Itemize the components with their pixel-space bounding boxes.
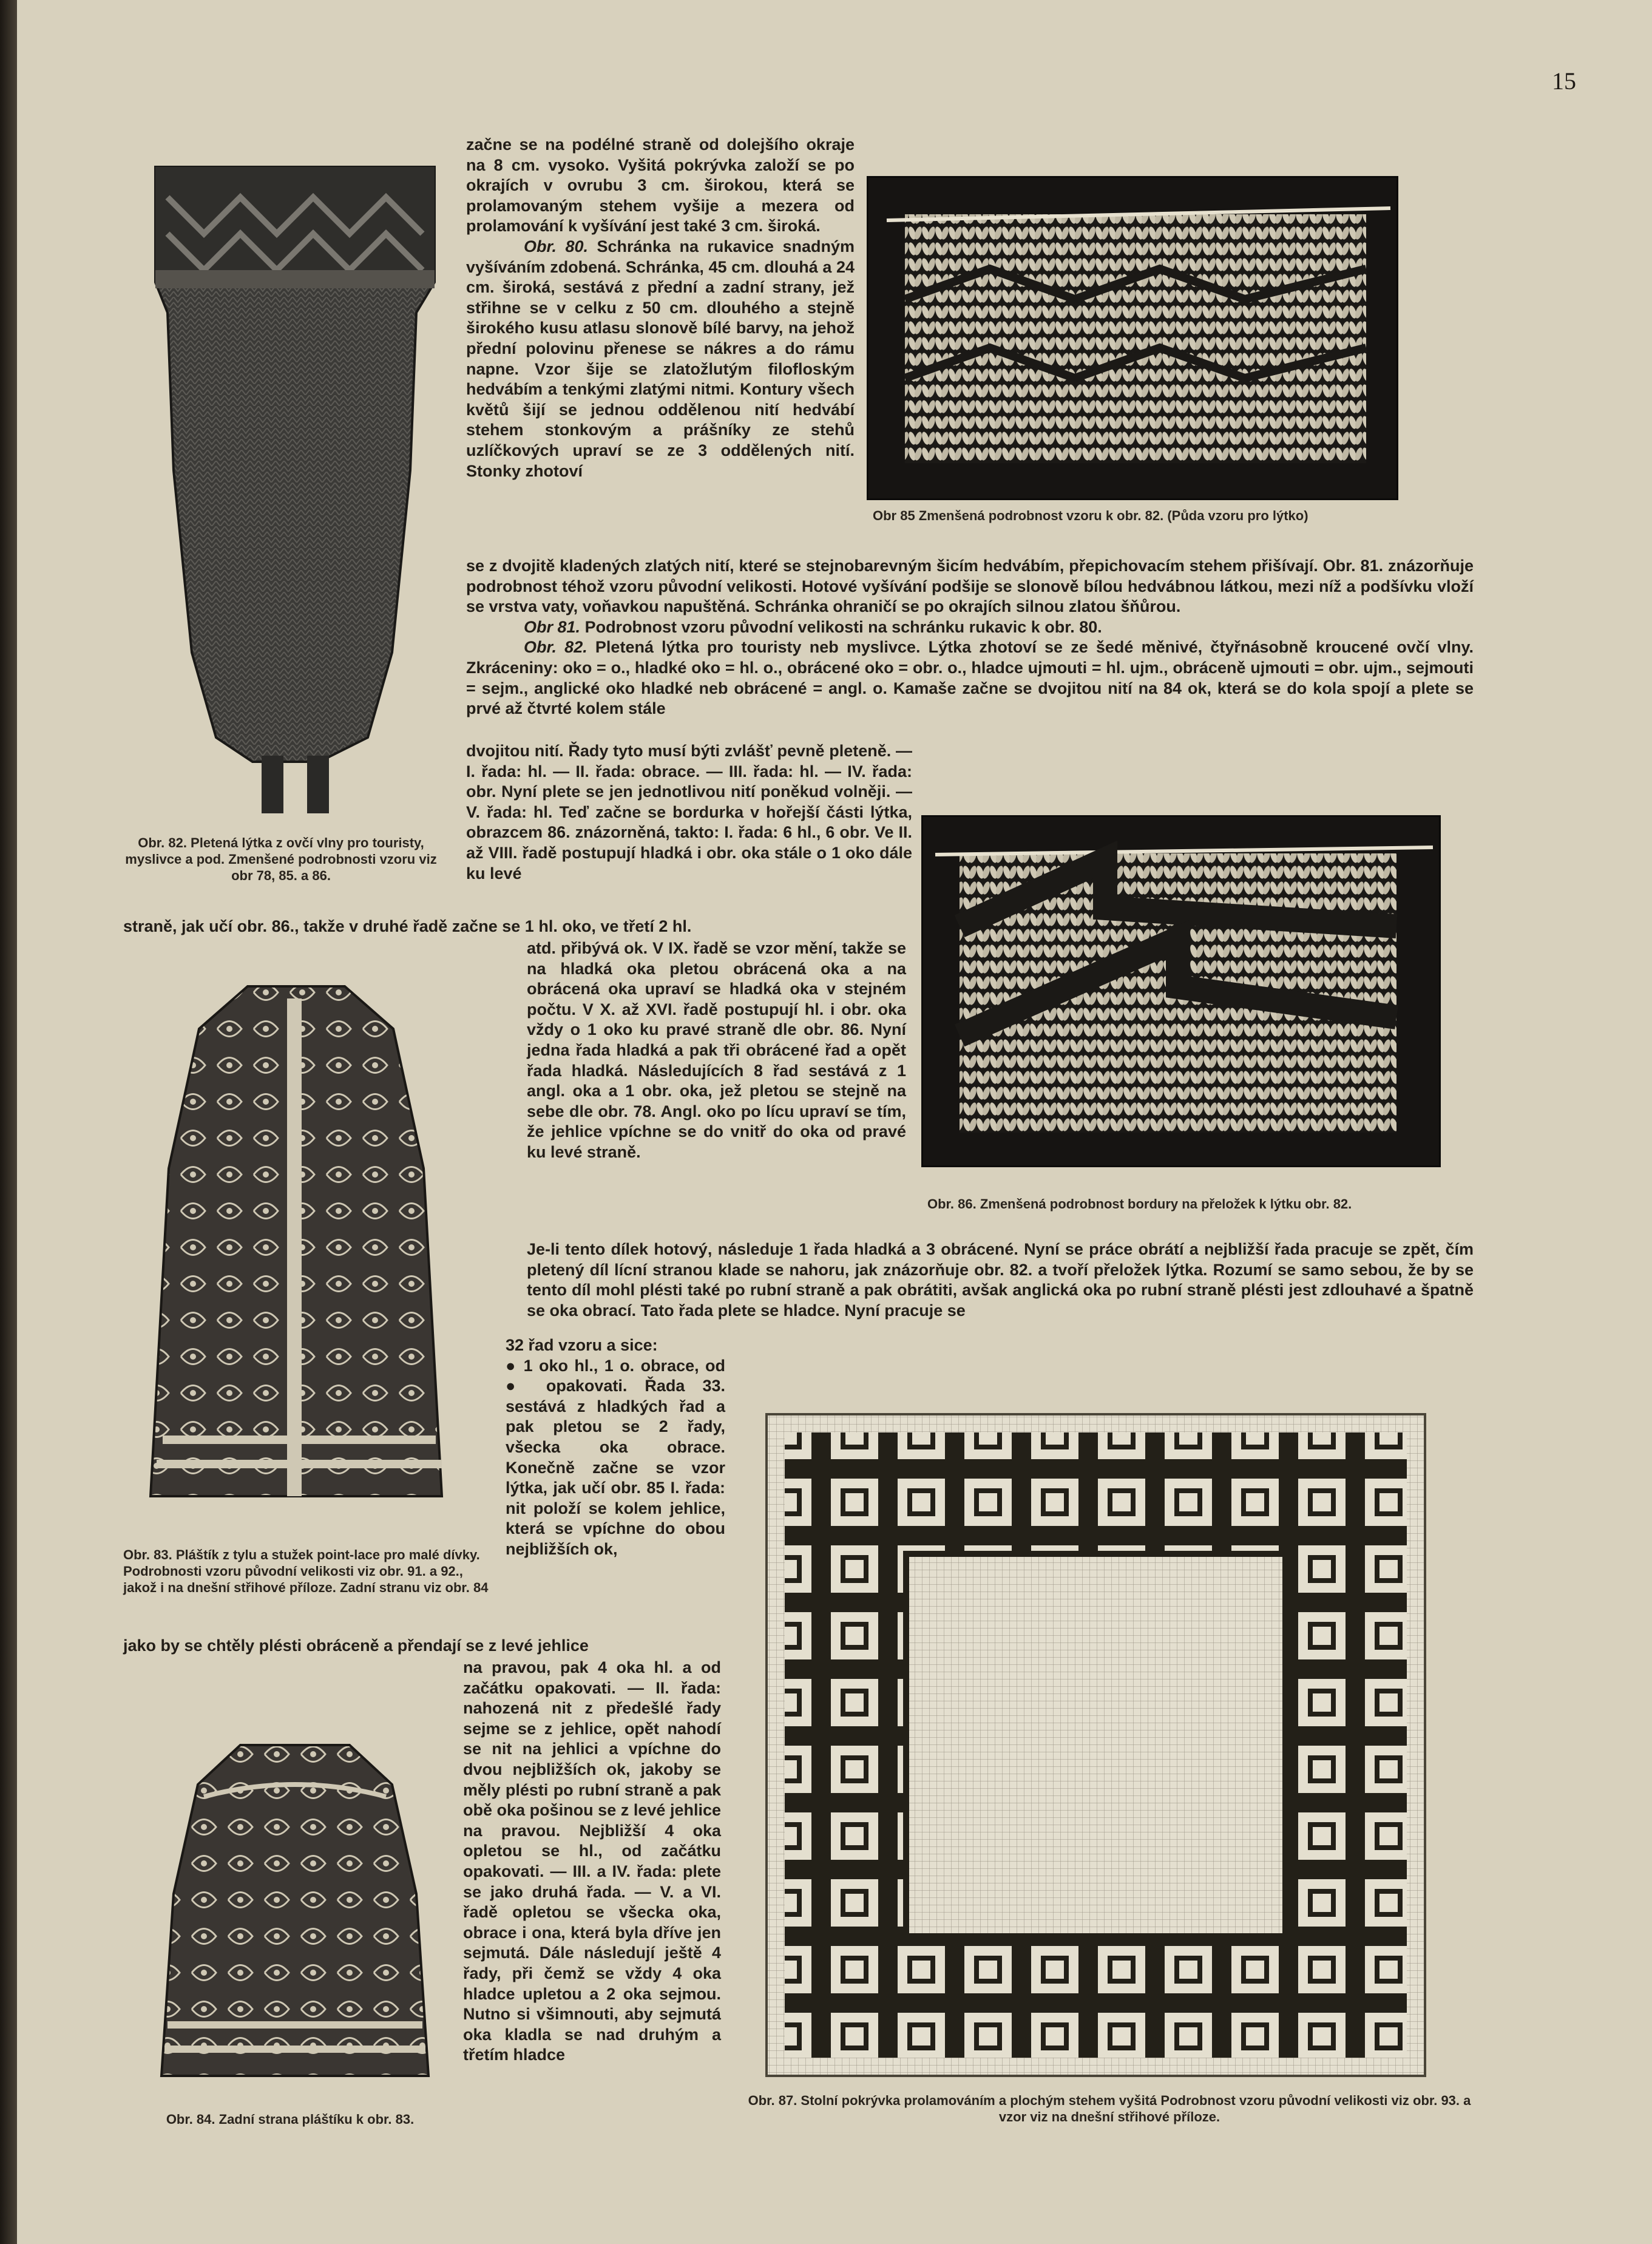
book-spine: [0, 0, 17, 2244]
text-b1: se z dvojitě kladených zlatých nití, které se stejnobarevným šicím hedvábím, přepichovacím stehem přišívají. Obr. 81. znázorňuje podrobnost téhož vzoru původní velikosti. Hotové vyšívání podšije se slonově bílou hedvábnou látkou, mezi níž a podšívku vloží se vrstva vaty, voňavkou napuštěná. Schránka ohraničí se po okrajích silnou zlatou šňůrou.: [466, 557, 1474, 616]
text-i1: na pravou, pak 4 oka hl. a od začátku opakovati. — II. řada: nahozená nit z předešlé řady sejme se z jehlice, opět nahodí se nit na jehlici a vpíchne do dvou nejbližších ok, jakoby se měly plésti po rubní straně a pak obě oka pošinou se z levé jehlice na pravou. Nejbližší 4 oka opletou se hl., od začátku opakovati. — III. a IV. řada: plete se jako druhá řada. — V. a VI. řadě opletou se všecka oka, obrace i ona, která byla dříve jen sejmutá. Dále následují ještě 4 řady, při čemž se vždy 4 oka hladce upletou a 2 oka sejmou. Nutno si všimnouti, aby sejmutá oka kladla se nad druhým a třetím hladce: [463, 1658, 721, 2064]
text-g0: 32 řad vzoru a sice:: [506, 1336, 658, 1354]
text-b3-paragraph: [466, 637, 1474, 719]
text-a2: Schránka na rukavice snadným vyšíváním zdobená. Schránka, 45 cm. dlouhá a 24 cm. široká, sestává z přední a zadní strany, jež střihne se v celku z 50 cm. dlouhého a stejně širokého kusu atlasu slonově bílé barvy, na jehož přední polovinu přenese se nákres a do rámu napne. Vzor šije se zlatožlutým filofloským hedvábím a tenkými zlatými nitmi. Kontury všech květů šijí se jednou oddělenou nití hedvábí stehem stonkovým a prášníky ze stehů uzlíčkových upraví se ze 3 oddělených nití. Stonky zhotoví: [466, 237, 855, 480]
text-e1: atd. přibývá ok. V IX. řadě se vzor mění, takže se na hladká oka pletou obrácená oka a na obrácená oka upraví se hladká oka v stejném počtu. V X. až XVI. řadě postupují hl. i obr. oka vždy o 1 oko ku pravé straně dle obr. 86. Nyní jedna řada hladká a pak tři obrácené řad a opět řada hladká. Následujících 8 řad sestává z 1 angl. oka a 1 obr. oka, jež pletou se stejně na sebe dle obr. 78. Angl. oko po lícu upraví se tím, že jehlice vpíchne se do vnitř do oka od pravé ku levé straně.: [527, 939, 906, 1161]
figure-86-caption: Obr. 86. Zmenšená podrobnost bordury na přeložek k lýtku obr. 82.: [927, 1196, 1352, 1212]
figure-83-caption: Obr. 83. Pláštík z tylu a stužek point-lace pro malé dívky. Podrobnosti vzoru původní velikosti viz obr. 91. a 92., jakož i na dnešní střihové příloze. Zadní stranu viz obr. 84: [123, 1547, 489, 1595]
column-text-g: [506, 1335, 725, 1560]
line-text-h: [123, 1636, 730, 1656]
figure-87-table-cover-illustration: [754, 1402, 1437, 2088]
figure-86-border-knit-photo: [921, 815, 1441, 1167]
figure-82-leggings-photo: [131, 155, 459, 816]
text-a1: začne se na podélné straně od dolejšího okraje na 8 cm. vysoko. Vyšitá pokrývka založí se po okrajích v ovrubu 3 cm. širokou, která se prolamovaným stehem vyšije a mezera od prolamování k vyšívání jest také 3 cm. široká.: [466, 135, 855, 236]
text-b3: Pletená lýtka pro touristy neb myslivce. Lýtka zhotoví se ze šedé měnivé, čtyřnásobně kroucené ovčí vlny. Zkráceniny: oko = o., hladké oko = hl. o., obrácené oko = obr. o., hladce ujmouti = hl. ujm., obráceně ujmouti = obr. ujm., sejmouti = sejm., anglické oko hladké neb obrácené = angl. o. Kamaše začne se dvojitou nití na 84 ok, která se do kola spojí a plete se prvé až čtvrté kolem stále: [466, 638, 1474, 718]
figure-82-caption: Obr. 82. Pletená lýtka z ovčí vlny pro touristy, myslivce a pod. Zmenšené podrobnosti vzoru viz obr 78, 85. a 86.: [125, 835, 437, 883]
page-number: 15: [1552, 67, 1576, 95]
column-text-i: [463, 1658, 721, 2066]
text-a2-paragraph: [466, 237, 855, 481]
text-f1: Je-li tento dílek hotový, následuje 1 řada hladká a 3 obrácené. Nyní se práce obrátí a nejbližší řada pracuje se zpět, čím pletený díl lícní stranou klade se nahoru, jak znázorňuje obr. 82. a tvoří přeložek lýtka. Rozumí se samo sebou, že by se tento díl mohl plésti také po rubní straně a pak obrátiti, avšak anglická oka po rubní straně plésti jest zdlouhavé a špatně se oka obrací. Tato řada plete se hladce. Nyní pracuje se: [527, 1240, 1474, 1320]
column-text-e: [527, 938, 906, 1163]
column-text-c: [466, 741, 912, 884]
figure-87-caption: Obr. 87. Stolní pokrývka prolamováním a plochým stehem vyšitá Podrobnost vzoru původní velikosti viz obr. 93. a vzor viz na dnešní střihové příloze.: [748, 2093, 1471, 2124]
figure-84-cape-back-photo: [149, 1736, 441, 2094]
figure-83-cape-photo: [138, 974, 454, 1533]
full-width-text-b: [466, 556, 1474, 719]
obr82-label: Obr. 82.: [524, 638, 587, 657]
line-text-d: [123, 917, 912, 937]
magazine-page: [17, 0, 1652, 2244]
text-c1: dvojitou nití. Řady tyto musí býti zvlášť pevně pleteně. — I. řada: hl. — II. řada: obrace. — III. řada: hl. — IV. řada: obr. Nyní plete se jen jednotlivou nití poněkud volněji. — V. řada: hl. Teď začne se bordurka v hořejší části lýtka, obrazcem 86. znázorněná, takto: I. řada: 6 hl., 6 obr. Ve II. až VIII. řadě postupují hladká i obr. oka stále o 1 oko dále ku levé: [466, 742, 912, 883]
figure-84-caption: Obr. 84. Zadní strana pláštíku k obr. 83.: [166, 2112, 415, 2127]
text-b2: Podrobnost vzoru původní velikosti na schránku rukavic k obr. 80.: [584, 617, 1102, 636]
figure-85-caption: Obr 85 Zmenšená podrobnost vzoru k obr. 82. (Půda vzoru pro lýtko): [873, 508, 1308, 523]
text-h1: jako by se chtěly plésti obráceně a přendají se z levé jehlice: [123, 1636, 589, 1655]
figure-85-knit-detail-photo: [867, 176, 1398, 500]
text-g1: ● 1 oko hl., 1 o. obrace, od ● opakovati. Řada 33. sestává z hladkých řad a pak pletou se 2 řady, všecka oka obrace. Konečně začne se vzor lýtka, jak učí obr. 85 I. řada: nit položí se kolem jehlice, která se vpíchne do obou nejbližších ok,: [506, 1356, 725, 1558]
text-b2-paragraph: [466, 617, 1474, 638]
text-d1: straně, jak učí obr. 86., takže v druhé řadě začne se 1 hl. oko, ve třetí 2 hl.: [123, 917, 692, 935]
column-text-a: [466, 135, 855, 481]
obr80-label: Obr. 80.: [524, 237, 588, 256]
full-width-text-f: [527, 1239, 1474, 1321]
obr81-label: Obr 81.: [524, 617, 581, 636]
